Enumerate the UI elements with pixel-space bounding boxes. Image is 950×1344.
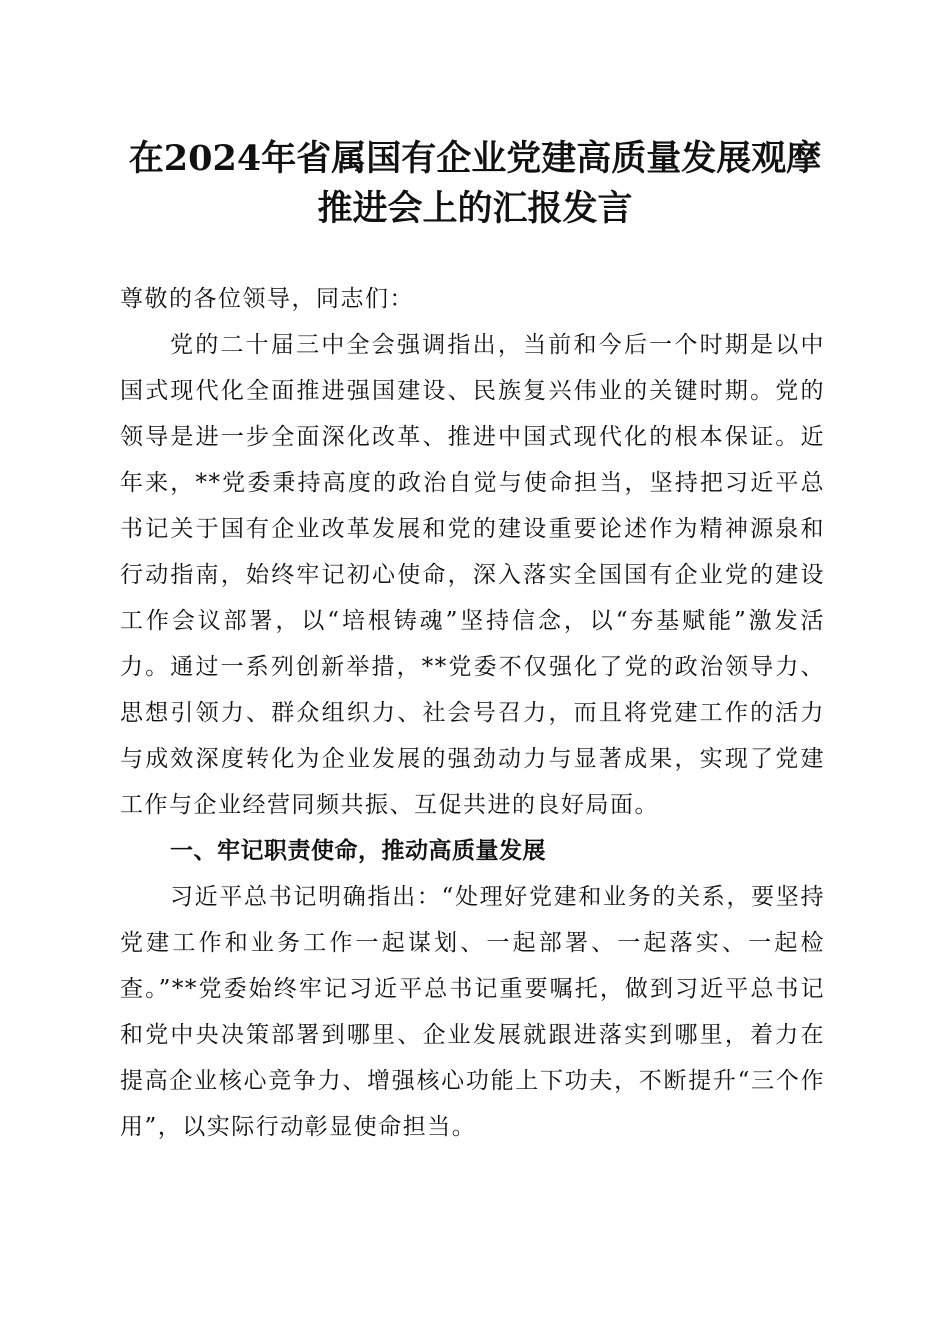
paragraph-intro: 党的二十届三中全会强调指出，当前和今后一个时期是以中国式现代化全面推进强国建设、民族复兴伟业的关键时期。党的领导是进一步全面深化改革、推进中国式现代化的根本保证。近年来，**党委秉持高度的政治自觉与使命担当，坚持把习近平总书记关于国有企业改革发展和党的建设重要论述作为精神源泉和行动指南，始终牢记初心使命，深入落实全国国有企业党的建设工作会议部署，以“培根铸魂”坚持信念，以“夯基赋能”激发活力。通过一系列创新举措，**党委不仅强化了党的政治领导力、思想引领力、群众组织力、社会号召力，而且将党建工作的活力与成效深度转化为企业发展的强劲动力与显著成果，实现了党建工作与企业经营同频共振、互促共进的良好局面。 (120, 332, 825, 818)
salutation: 尊敬的各位领导，同志们： (120, 286, 414, 312)
title-line-2: 推进会上的汇报发言 (317, 188, 633, 229)
title-line-1: 在2024年省属国有企业党建高质量发展观摩 (128, 138, 822, 179)
document-title (100, 134, 850, 234)
document-body (120, 276, 825, 1150)
paragraph-section-1: 习近平总书记明确指出：“处理好党建和业务的关系，要坚持党建工作和业务工作一起谋划、一起部署、一起落实、一起检查。”**党委始终牢记习近平总书记重要嘱托，做到习近平总书记和党中央决策部署到哪里、企业发展就跟进落实到哪里，着力在提高企业核心竞争力、增强核心功能上下功夫，不断提升“三个作用”，以实际行动彰显使命担当。 (120, 884, 825, 1140)
section-heading-1: 一、牢记职责使命，推动高质量发展 (170, 838, 546, 864)
